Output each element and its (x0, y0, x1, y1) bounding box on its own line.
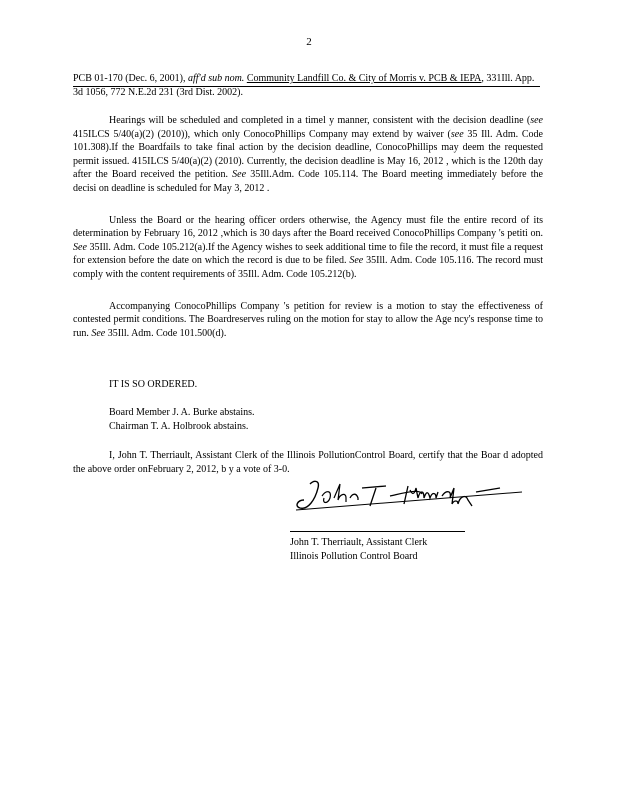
order-statement: IT IS SO ORDERED. (109, 379, 198, 390)
case-name: Community Landfill Co. & City of Morris v. PCB & IEPA (246, 73, 482, 84)
body-text (73, 114, 543, 353)
citation-rule (73, 86, 540, 87)
paragraph-hearings: Hearings will be scheduled and completed in a timel y manner, consistent with the decision deadline (see 415ILCS 5/40(a)(2) (2010)), which only ConocoPhillips Company may extend by waiver (see 35 Ill. Adm. Code 101.308).If the Boardfails to take final action by the decision deadline, ConocoPhillips may deem the requested permit issued. 415ILCS 5/40(a)(2) (2010). Currently, the decision deadline is May 16, 2012 , which is the 120th day after the Board received the petition. See 35Ill.Adm. Code 105.114. The Board meeting immediately before the decisi on deadline is scheduled for May 3, 2012 . (73, 115, 543, 194)
paragraph-motion: Accompanying ConocoPhillips Company 's petition for review is a motion to stay the effectiveness of contested permit conditions. The Boardreserves ruling on the motion for stay to allow the Age ncy's response time to run. See 35Ill. Adm. Code 101.500(d). (73, 300, 543, 339)
paragraph-agency: Unless the Board or the hearing officer orders otherwise, the Agency must file the entire record of its determination by February 16, 2012 ,which is 30 days after the Board received ConocoPhillips Company 's petiti on. See 35Ill. Adm. Code 105.212(a).If the Agency wishes to seek additional time to file the record, it must file a request for extension before the date on which the record is due to be filed. See 35Ill. Adm. Code 105.116. The record must comply with the content requirements of 35Ill. Adm. Code 105.212(b). (73, 214, 543, 280)
abstention-burke: Board Member J. A. Burke abstains. (109, 407, 255, 418)
signatory-name: John T. Therriault, Assistant Clerk (290, 537, 428, 548)
certification: I, John T. Therriault, Assistant Clerk of the Illinois PollutionControl Board, certify that the Boar d adopted the above order onFebruary 2, 2012, b y a vote of 3-0. (73, 450, 543, 475)
signatory-organization: Illinois Pollution Control Board (290, 551, 418, 562)
page-number: 2 (306, 36, 312, 48)
abstention-holbrook: Chairman T. A. Holbrook abstains. (109, 421, 249, 432)
signature-block (290, 536, 427, 564)
signature-line (290, 531, 465, 532)
handwritten-signature (290, 476, 530, 516)
citation-line: PCB 01-170 (Dec. 6, 2001), aff'd sub nom. Community Landfill Co. & City of Morris v. PCB & IEPA, 331Ill. App. 3d 1056, 772 N.E.2d 231 (3rd Dist. 2002). (73, 73, 535, 98)
